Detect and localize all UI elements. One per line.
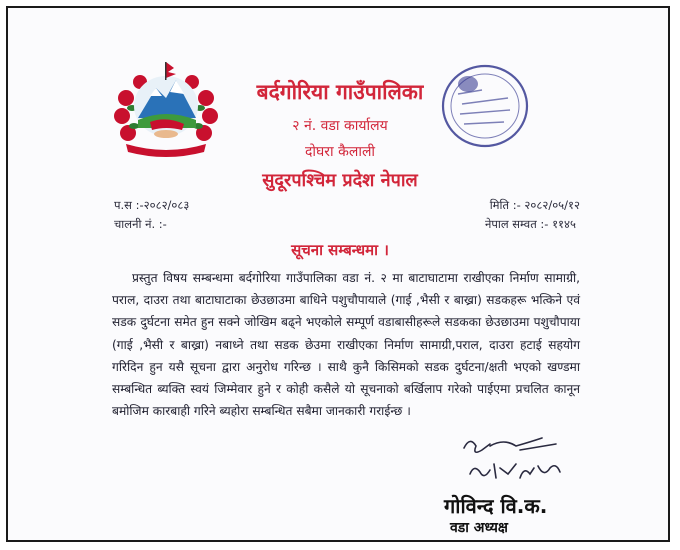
- subject-heading: सूचना सम्बन्धमा ।: [291, 241, 389, 259]
- handwritten-signature-icon: [460, 434, 576, 494]
- nepal-samvat-label: नेपाल सम्वत :- ११४५: [484, 217, 576, 231]
- signer-name: गोविन्द वि.क.: [444, 494, 548, 518]
- date-label: मिति :- २०८२/०५/१२: [489, 198, 580, 212]
- office-seal-stamp-icon: [438, 60, 532, 152]
- chalani-number: चालनी नं. :-: [114, 217, 167, 231]
- location-label: दोघरा कैलाली: [304, 144, 376, 160]
- notice-document: [6, 6, 670, 542]
- province-label: सुदूरपश्चिम प्रदेश नेपाल: [262, 170, 418, 191]
- reference-number: प.स :-२०८२/०८३: [114, 198, 190, 212]
- municipality-name: बर्दगोरिया गाउँपालिका: [256, 80, 424, 104]
- notice-body: प्रस्तुत विषय सम्बन्धमा बर्दगोरिया गाउँपालिका वडा नं. २ मा बाटाघाटामा राखीएका निर्माण सामाग्री, पराल, दाउरा तथा बाटाघाटाका छेउछाउमा बाधिने पशुचौपायाले (गाई ,भैसी र बाख्रा) सडकहरू भत्किने एवं सडक दुर्घटना समेत हुन सक्ने जोखिम बढ्ने भएकोले सम्पूर्ण वडाबासीहरूले सडकका छेउछाउमा पशुचौपाया (गाई ,भैसी र बाख्रा) नबाध्ने तथा सडक छेउमा राखीएका निर्माण सामाग्री,पराल, दाउरा हटाई सहयोग गरिदिन हुन यसै सूचना द्वारा अनुरोध गरिन्छ । साथै कुनै किसिमको सडक दुर्घटना/क्षती भएको खण्डमा सम्बन्धित ब्यक्ति स्वयं जिम्मेवार हुने र कोही कसैले यो सूचनाको बर्खिलाप गरेको पाईएमा प्रचलित कानून बमोजिम कारबाही गरिने ब्यहोरा सम्बन्धित सबैमा जानकारी गराईन्छ ।: [112, 271, 580, 419]
- signer-designation: वडा अध्यक्ष: [450, 520, 508, 536]
- ward-office-label: २ नं. वडा कार्यालय: [292, 118, 388, 134]
